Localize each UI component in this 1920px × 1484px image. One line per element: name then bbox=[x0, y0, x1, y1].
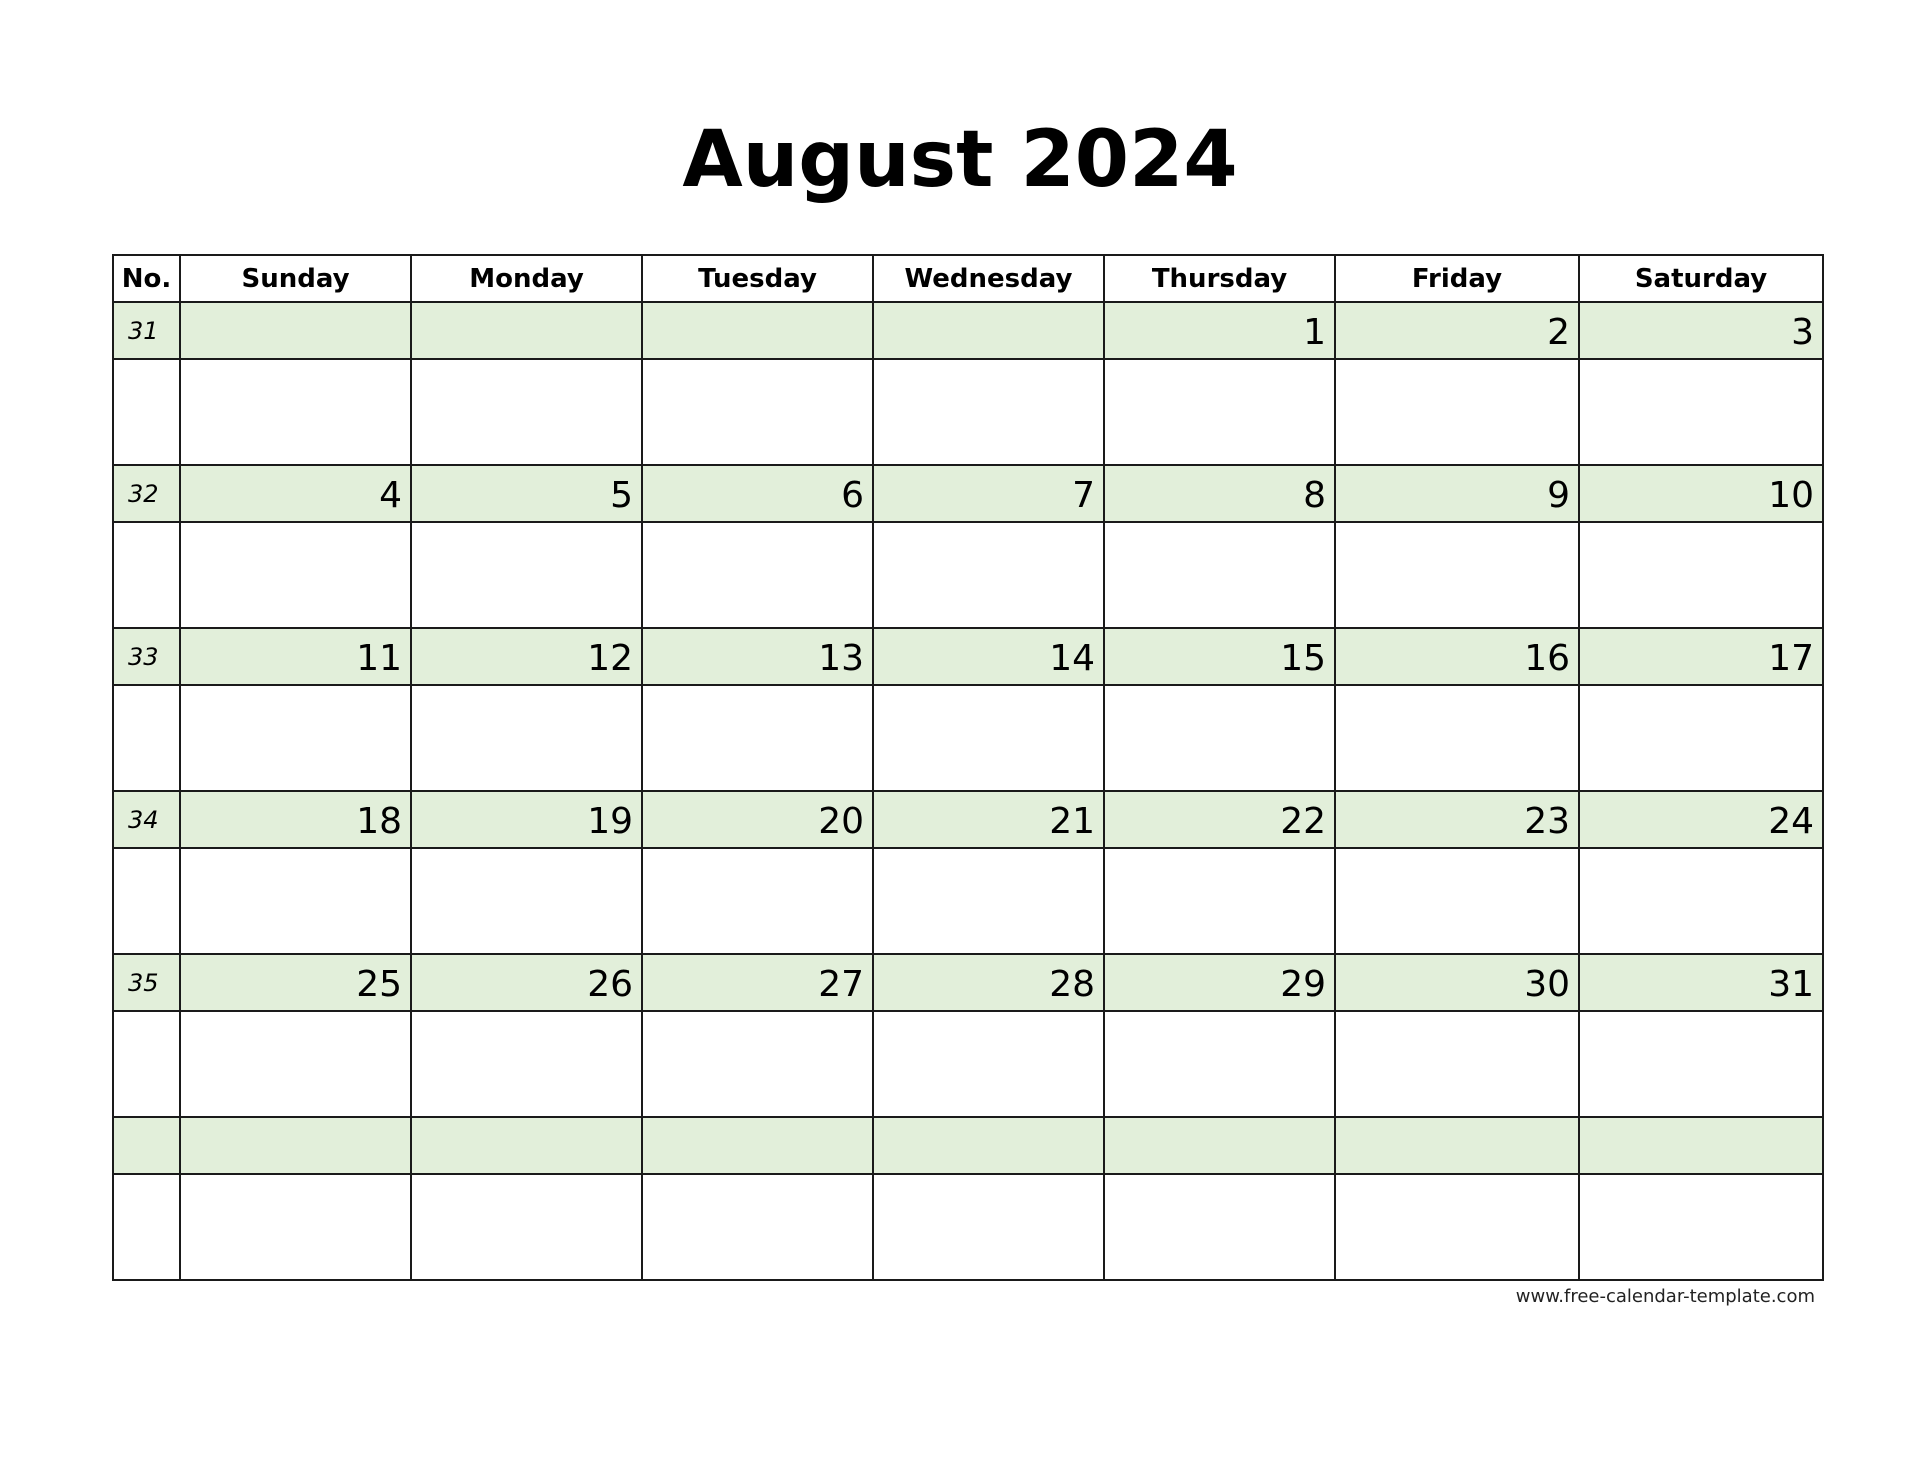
day-cell-friday: 30 bbox=[1335, 954, 1579, 1011]
day-cell-sunday bbox=[180, 1117, 411, 1174]
day-cell-monday bbox=[411, 1117, 642, 1174]
notes-cell bbox=[1579, 1174, 1823, 1280]
day-cell-friday bbox=[1335, 1117, 1579, 1174]
notes-cell bbox=[873, 1174, 1104, 1280]
notes-cell bbox=[1579, 359, 1823, 465]
day-cell-thursday: 8 bbox=[1104, 465, 1335, 522]
notes-cell bbox=[642, 1174, 873, 1280]
notes-cell bbox=[180, 522, 411, 628]
notes-cell bbox=[411, 359, 642, 465]
day-cell-wednesday bbox=[873, 1117, 1104, 1174]
day-cell-monday: 5 bbox=[411, 465, 642, 522]
notes-cell bbox=[1335, 1011, 1579, 1117]
day-cell-sunday bbox=[180, 302, 411, 359]
notes-cell bbox=[873, 522, 1104, 628]
day-cell-friday: 23 bbox=[1335, 791, 1579, 848]
header-week-number: No. bbox=[113, 255, 180, 302]
week-number: 32 bbox=[113, 465, 180, 522]
day-cell-friday: 2 bbox=[1335, 302, 1579, 359]
day-cell-wednesday: 28 bbox=[873, 954, 1104, 1011]
day-cell-tuesday: 6 bbox=[642, 465, 873, 522]
notes-cell bbox=[642, 1011, 873, 1117]
notes-cell bbox=[1579, 848, 1823, 954]
day-cell-tuesday: 20 bbox=[642, 791, 873, 848]
day-cell-saturday: 10 bbox=[1579, 465, 1823, 522]
notes-cell bbox=[411, 848, 642, 954]
day-cell-thursday: 29 bbox=[1104, 954, 1335, 1011]
notes-cell bbox=[873, 848, 1104, 954]
notes-cell bbox=[873, 685, 1104, 791]
week-date-row bbox=[113, 465, 1823, 522]
notes-cell bbox=[1335, 1174, 1579, 1280]
day-cell-monday bbox=[411, 302, 642, 359]
week-date-row bbox=[113, 954, 1823, 1011]
day-cell-thursday: 22 bbox=[1104, 791, 1335, 848]
day-cell-sunday: 18 bbox=[180, 791, 411, 848]
week-notes-row bbox=[113, 848, 1823, 954]
day-cell-thursday bbox=[1104, 1117, 1335, 1174]
notes-cell bbox=[642, 359, 873, 465]
week-date-row bbox=[113, 1117, 1823, 1174]
day-cell-saturday: 17 bbox=[1579, 628, 1823, 685]
day-cell-friday: 9 bbox=[1335, 465, 1579, 522]
week-notes-row bbox=[113, 522, 1823, 628]
notes-cell bbox=[411, 1174, 642, 1280]
week-notes-row bbox=[113, 685, 1823, 791]
notes-cell bbox=[1335, 522, 1579, 628]
day-cell-tuesday: 13 bbox=[642, 628, 873, 685]
notes-cell bbox=[113, 848, 180, 954]
footer-website-link: www.free-calendar-template.com bbox=[1515, 1286, 1815, 1307]
calendar-title: August 2024 bbox=[682, 115, 1238, 205]
notes-cell bbox=[180, 359, 411, 465]
day-cell-wednesday: 21 bbox=[873, 791, 1104, 848]
notes-cell bbox=[642, 848, 873, 954]
notes-cell bbox=[113, 522, 180, 628]
notes-cell bbox=[1104, 1174, 1335, 1280]
notes-cell bbox=[1335, 685, 1579, 791]
week-number: 33 bbox=[113, 628, 180, 685]
notes-cell bbox=[113, 1174, 180, 1280]
header-thursday: Thursday bbox=[1104, 255, 1335, 302]
notes-cell bbox=[411, 522, 642, 628]
notes-cell bbox=[180, 685, 411, 791]
day-cell-saturday: 24 bbox=[1579, 791, 1823, 848]
week-number: 31 bbox=[113, 302, 180, 359]
calendar-grid bbox=[112, 254, 1824, 1281]
notes-cell bbox=[873, 359, 1104, 465]
day-cell-tuesday bbox=[642, 1117, 873, 1174]
notes-cell bbox=[873, 1011, 1104, 1117]
week-date-row bbox=[113, 791, 1823, 848]
notes-cell bbox=[1104, 522, 1335, 628]
day-cell-wednesday bbox=[873, 302, 1104, 359]
week-notes-row bbox=[113, 1174, 1823, 1280]
day-cell-sunday: 11 bbox=[180, 628, 411, 685]
notes-cell bbox=[180, 1174, 411, 1280]
day-cell-tuesday bbox=[642, 302, 873, 359]
notes-cell bbox=[1335, 848, 1579, 954]
header-wednesday: Wednesday bbox=[873, 255, 1104, 302]
notes-cell bbox=[642, 685, 873, 791]
day-cell-thursday: 15 bbox=[1104, 628, 1335, 685]
notes-cell bbox=[180, 848, 411, 954]
header-sunday: Sunday bbox=[180, 255, 411, 302]
notes-cell bbox=[642, 522, 873, 628]
weekday-header-row bbox=[113, 255, 1823, 302]
day-cell-saturday: 31 bbox=[1579, 954, 1823, 1011]
day-cell-saturday bbox=[1579, 1117, 1823, 1174]
week-notes-row bbox=[113, 1011, 1823, 1117]
notes-cell bbox=[1579, 522, 1823, 628]
day-cell-wednesday: 7 bbox=[873, 465, 1104, 522]
day-cell-saturday: 3 bbox=[1579, 302, 1823, 359]
notes-cell bbox=[1104, 848, 1335, 954]
notes-cell bbox=[1104, 685, 1335, 791]
header-monday: Monday bbox=[411, 255, 642, 302]
week-notes-row bbox=[113, 359, 1823, 465]
notes-cell bbox=[1104, 359, 1335, 465]
notes-cell bbox=[180, 1011, 411, 1117]
day-cell-friday: 16 bbox=[1335, 628, 1579, 685]
day-cell-monday: 26 bbox=[411, 954, 642, 1011]
notes-cell bbox=[1104, 1011, 1335, 1117]
header-saturday: Saturday bbox=[1579, 255, 1823, 302]
day-cell-monday: 19 bbox=[411, 791, 642, 848]
week-number: 34 bbox=[113, 791, 180, 848]
day-cell-tuesday: 27 bbox=[642, 954, 873, 1011]
week-date-row bbox=[113, 302, 1823, 359]
header-tuesday: Tuesday bbox=[642, 255, 873, 302]
day-cell-wednesday: 14 bbox=[873, 628, 1104, 685]
week-number bbox=[113, 1117, 180, 1174]
notes-cell bbox=[113, 1011, 180, 1117]
week-date-row bbox=[113, 628, 1823, 685]
day-cell-sunday: 4 bbox=[180, 465, 411, 522]
day-cell-thursday: 1 bbox=[1104, 302, 1335, 359]
notes-cell bbox=[1579, 685, 1823, 791]
day-cell-monday: 12 bbox=[411, 628, 642, 685]
notes-cell bbox=[1335, 359, 1579, 465]
header-friday: Friday bbox=[1335, 255, 1579, 302]
notes-cell bbox=[411, 1011, 642, 1117]
day-cell-sunday: 25 bbox=[180, 954, 411, 1011]
notes-cell bbox=[1579, 1011, 1823, 1117]
notes-cell bbox=[113, 685, 180, 791]
week-number: 35 bbox=[113, 954, 180, 1011]
notes-cell bbox=[113, 359, 180, 465]
notes-cell bbox=[411, 685, 642, 791]
